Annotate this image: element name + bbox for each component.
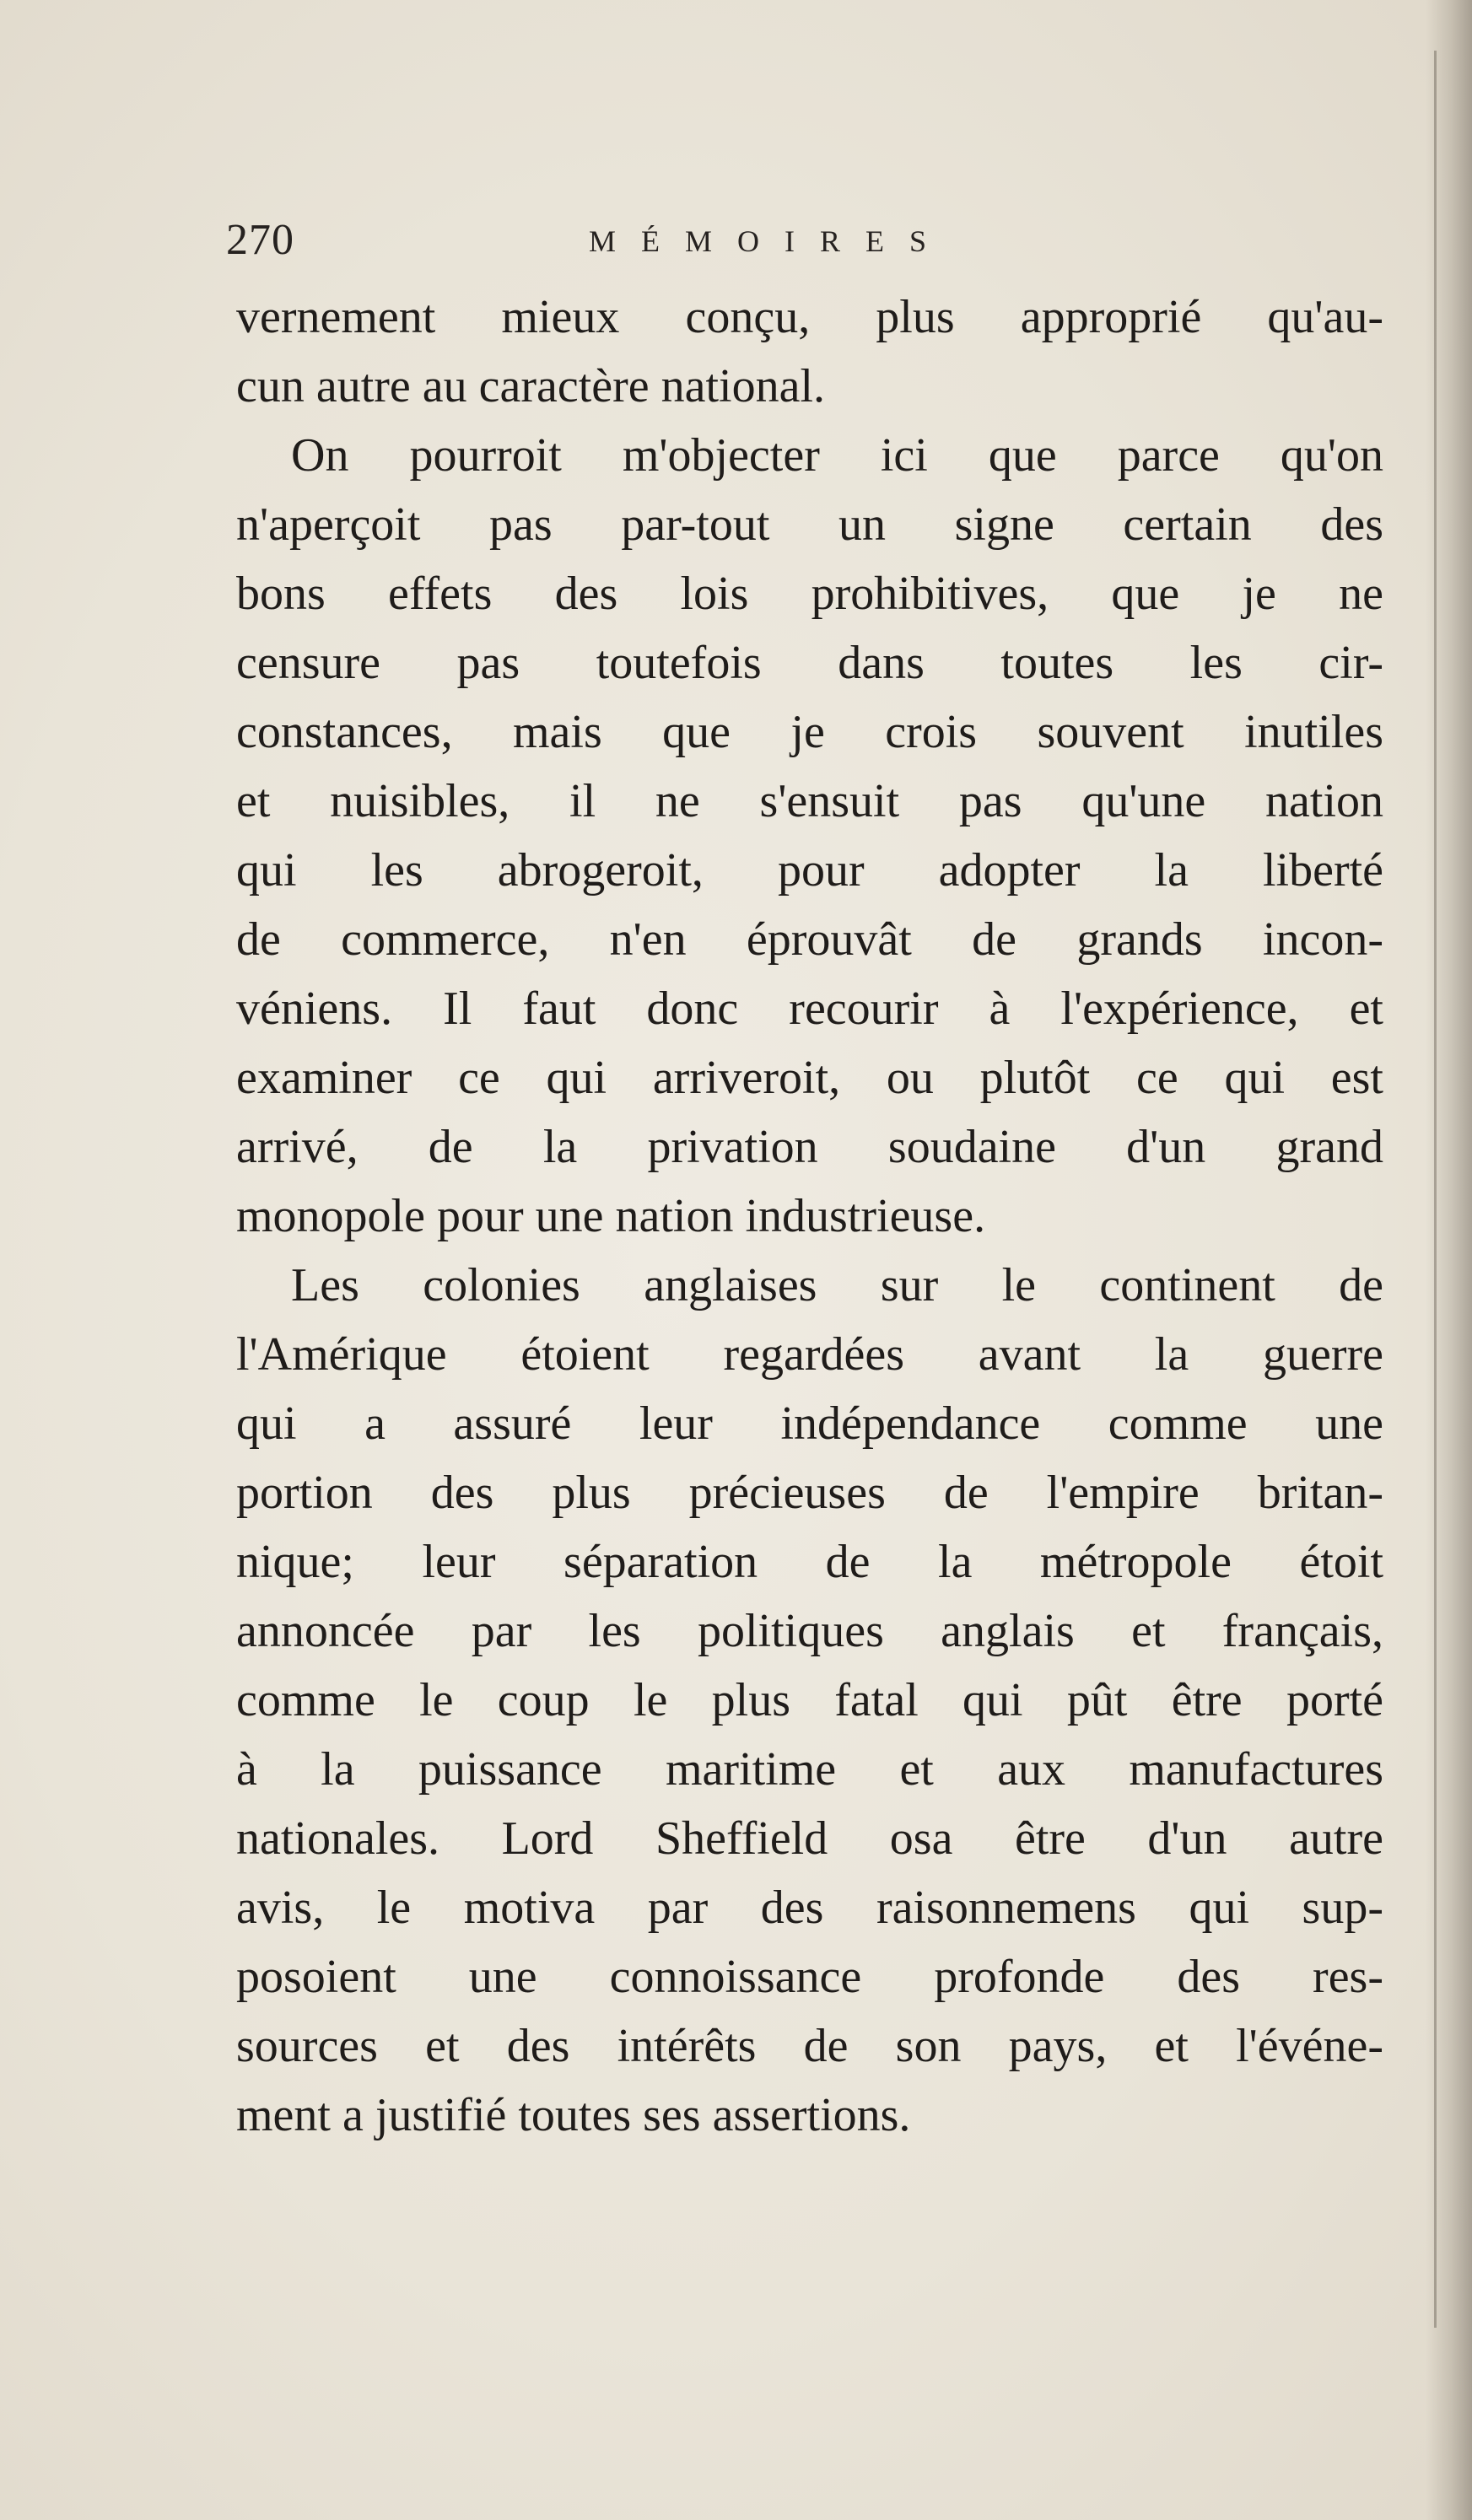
text-line: véniens. Il faut donc recourir à l'expérience, et xyxy=(236,983,1383,1035)
text-line: cun autre au caractère national. xyxy=(236,360,826,412)
gutter-shadow xyxy=(1426,0,1472,2520)
text-line: comme le coup le plus fatal qui pût être porté xyxy=(236,1674,1383,1726)
text-line: censure pas toutefois dans toutes les cir- xyxy=(236,637,1383,689)
text-line: de commerce, n'en éprouvât de grands incon- xyxy=(236,913,1383,966)
paragraph-start-line: On pourroit m'objecter ici que parce qu'on xyxy=(291,429,1383,482)
body-text xyxy=(236,283,1383,2150)
text-line: monopole pour une nation industrieuse. xyxy=(236,1190,986,1242)
text-line: bons effets des lois prohibitives, que je ne xyxy=(236,568,1383,620)
text-line: arrivé, de la privation soudaine d'un grand xyxy=(236,1121,1383,1173)
page-number: 270 xyxy=(226,216,294,264)
text-line: posoient une connoissance profonde des res- xyxy=(236,1951,1383,2003)
text-line: l'Amérique étoient regardées avant la guerre xyxy=(236,1328,1383,1381)
running-head: MÉMOIRES xyxy=(589,224,952,258)
text-line: vernement mieux conçu, plus approprié qu'au- xyxy=(236,291,1383,343)
text-line: sources et des intérêts de son pays, et l'événe- xyxy=(236,2020,1383,2072)
text-line: constances, mais que je crois souvent inutiles xyxy=(236,706,1383,758)
text-line: qui a assuré leur indépendance comme une xyxy=(236,1397,1383,1450)
paragraph-start-line: Les colonies anglaises sur le continent de xyxy=(291,1259,1383,1311)
page-edge xyxy=(1434,51,1437,2328)
text-line: nique; leur séparation de la métropole étoit xyxy=(236,1536,1383,1588)
text-line: ment a justifié toutes ses assertions. xyxy=(236,2089,911,2141)
text-line: portion des plus précieuses de l'empire britan- xyxy=(236,1467,1383,1519)
text-line: et nuisibles, il ne s'ensuit pas qu'une nation xyxy=(236,775,1383,827)
text-line: annoncée par les politiques anglais et français, xyxy=(236,1605,1383,1657)
text-line: examiner ce qui arriveroit, ou plutôt ce qui est xyxy=(236,1052,1383,1104)
text-line: n'aperçoit pas par-tout un signe certain des xyxy=(236,498,1383,551)
text-line: avis, le motiva par des raisonnemens qui sup- xyxy=(236,1882,1383,1934)
text-line: qui les abrogeroit, pour adopter la liberté xyxy=(236,844,1383,897)
text-line: nationales. Lord Sheffield osa être d'un autre xyxy=(236,1812,1383,1865)
page-header xyxy=(226,215,1390,274)
text-line: à la puissance maritime et aux manufactures xyxy=(236,1743,1383,1796)
